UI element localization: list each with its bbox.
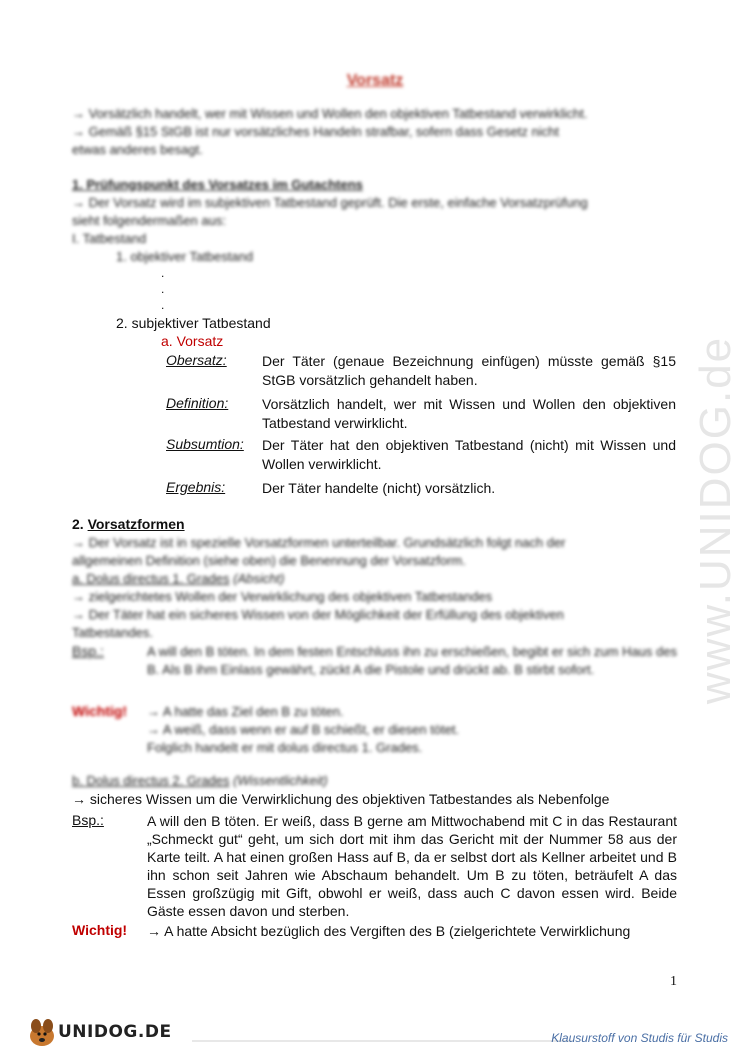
intro-line: etwas anderes besagt. — [72, 142, 203, 157]
def-label-subsumtion: Subsumtion: — [166, 436, 244, 452]
page-title: Vorsatz — [346, 72, 404, 89]
subjective-heading: 2. subjektiver Tatbestand — [116, 315, 271, 331]
def-label-obersatz: Obersatz: — [166, 352, 227, 368]
dolus2-line: → sicheres Wissen um die Verwirklichung des objektiven Tatbestandes als Nebenfolge — [72, 791, 610, 807]
example2-label: Bsp.: — [72, 812, 104, 828]
example1-label: Bsp.: — [72, 643, 104, 659]
section1-line: → Der Vorsatz wird im subjektiven Tatbestand geprüft. Die erste, einfache Vorsatzprüfung — [72, 195, 588, 210]
def-label-definition: Definition: — [166, 395, 229, 411]
def-label-ergebnis: Ergebnis: — [166, 479, 226, 495]
section2-line: allgemeinen Definition (siehe oben) die Benennung der Vorsatzform. — [72, 553, 466, 568]
section2-heading — [72, 516, 185, 532]
ellipsis-dot: . — [161, 282, 165, 296]
def-text-obersatz: Der Täter (genaue Bezeichnung einfügen) müsste gemäß §15 StGB vorsätzlich gehandelt haben. — [262, 353, 676, 388]
intro-line: → Gemäß §15 StGB ist nur vorsätzliches Handeln strafbar, sofern dass Gesetz nicht — [72, 124, 559, 139]
dolus2-title: b. Dolus directus 2. Grades — [72, 773, 230, 788]
watermark: www.UNIDOG.de — [691, 335, 740, 705]
warning2-text: → A hatte Absicht bezüglich des Vergiften des B (zielgerichtete Verwirklichung — [147, 923, 631, 939]
dolus1-line: → Der Täter hat ein sicheres Wissen von der Möglichkeit der Erfüllung des objektiven — [72, 607, 564, 622]
dolus2-heading — [72, 772, 678, 790]
ellipsis-dot: . — [161, 298, 165, 312]
intro-line: → Vorsätzlich handelt, wer mit Wissen und Wollen den objektiven Tatbestand verwirklicht. — [72, 106, 588, 121]
outline-item: I. Tatbestand — [72, 231, 147, 246]
dolus1-heading — [72, 570, 678, 588]
ellipsis-dot: . — [161, 266, 165, 280]
logo-text: UNIDOG.DE — [58, 1022, 172, 1042]
footer-slogan: Klausurstoff von Studis für Studis — [551, 1031, 728, 1045]
warning1-line: → A weiß, dass wenn er auf B schießt, er diesen tötet. — [147, 722, 460, 737]
section2-line: → Der Vorsatz ist in spezielle Vorsatzformen unterteilbar. Grundsätzlich folgt nach der — [72, 535, 566, 550]
warning1-line: → A hatte das Ziel den B zu töten. — [147, 704, 344, 719]
section2-title: Vorsatzformen — [87, 516, 185, 532]
section1-heading: 1. Prüfungspunkt des Vorsatzes im Gutachtens — [72, 177, 363, 192]
warning2-label: Wichtig! — [72, 922, 128, 938]
dolus1-note: (Absicht) — [233, 571, 285, 586]
vorsatz-subheading: a. Vorsatz — [161, 333, 224, 349]
example1-text: A will den B töten. In dem festen Entschluss ihn zu erschießen, begibt er sich zum Haus des B. Als B ihm Einlass gewährt, zückt A die Pistole und drückt ab. B stirbt sofort. — [147, 644, 677, 677]
example2-text: A will den B töten. Er weiß, dass B gerne am Mittwochabend mit C in das Restaurant „Schmeckt gut“ geht, um sich dort mit ihm das Gericht mit der Nummer 58 aus der Karte teilt. A hat einen großen Hass auf B, da er selbst dort als Kellner arbeitet und B ihn schon seit Jahren wie Abschaum behandelt. Um B zu töten, beträufelt A das Essen großzügig mit Gift, obwohl er weiß, dass auch C davon essen wird. Beide Gäste essen davon und sterben. — [147, 813, 677, 919]
warning1-label: Wichtig! — [72, 703, 128, 719]
warning1-line: Folglich handelt er mit dolus directus 1. Grades. — [147, 740, 423, 755]
dolus1-title: a. Dolus directus 1. Grades — [72, 571, 230, 586]
dolus1-line: → zielgerichtetes Wollen der Verwirklichung des objektiven Tatbestandes — [72, 589, 493, 604]
outline-item: 1. objektiver Tatbestand — [116, 249, 254, 264]
def-text-ergebnis: Der Täter handelte (nicht) vorsätzlich. — [262, 480, 496, 496]
def-text-definition: Vorsätzlich handelt, wer mit Wissen und Wollen den objektiven Tatbestand verwirklicht. — [262, 396, 676, 431]
section1-line: sieht folgendermaßen aus: — [72, 213, 226, 228]
section2-number: 2. — [72, 516, 84, 532]
page-number: 1 — [670, 974, 677, 989]
def-text-subsumtion: Der Täter hat den objektiven Tatbestand (nicht) mit Wissen und Wollen verwirklicht. — [262, 437, 676, 472]
dolus2-note: (Wissentlichkeit) — [233, 773, 328, 788]
dolus1-line: Tatbestandes. — [72, 625, 153, 640]
